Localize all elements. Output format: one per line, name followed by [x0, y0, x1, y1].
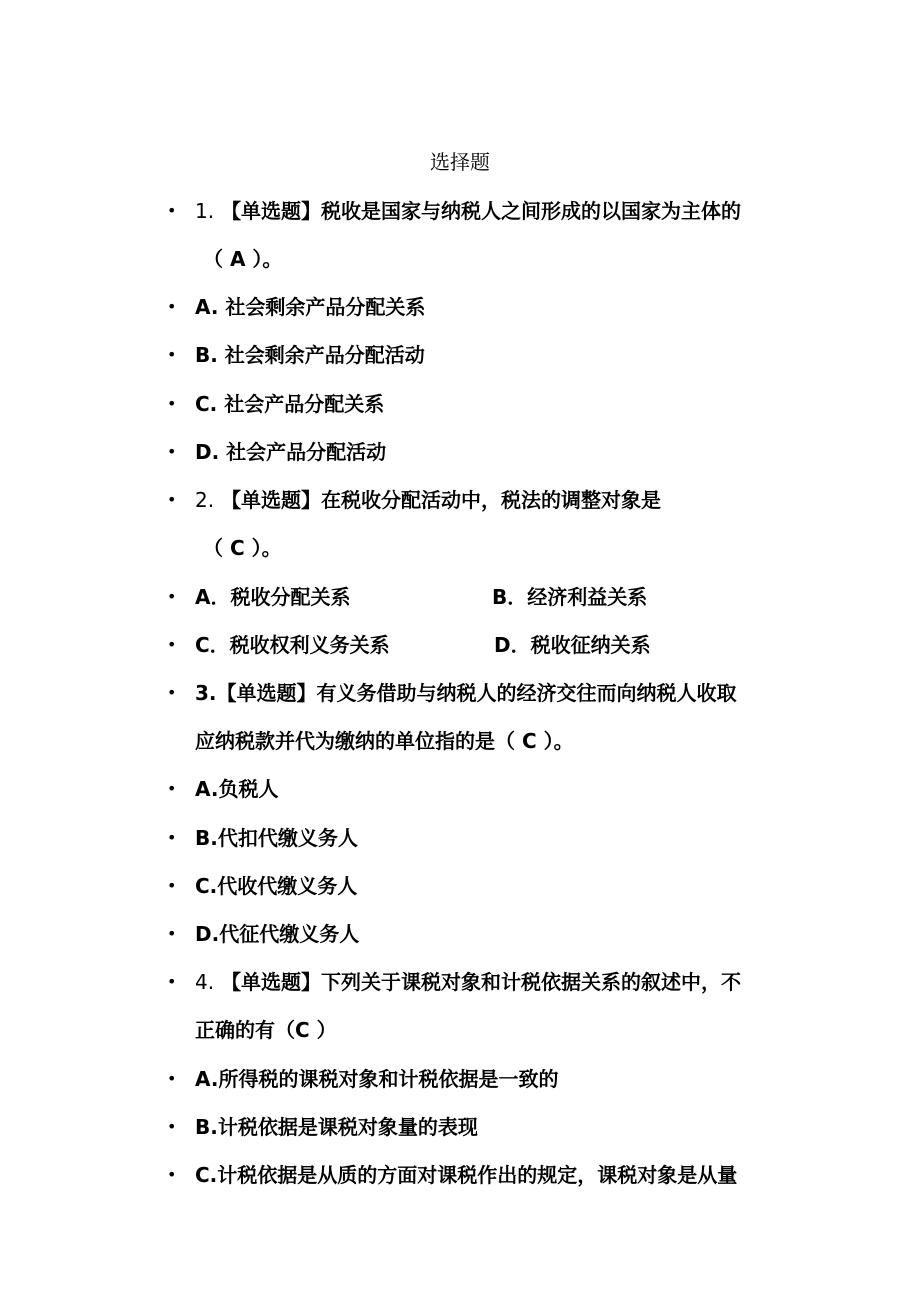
document-title: 选择题	[430, 150, 490, 174]
option: • A.所得税的课税对象和计税依据是一致的	[195, 1064, 558, 1094]
option: • C.代收代缴义务人	[195, 871, 357, 901]
bullet: •	[167, 1117, 177, 1136]
option: • C. 社会产品分配关系	[195, 389, 384, 419]
option: • C.计税依据是从质的方面对课税作出的规定，课税对象是从量	[195, 1160, 737, 1190]
option: • B. 社会剩余产品分配活动	[195, 340, 425, 370]
question-3: • 3.【单选题】有义务借助与纳税人的经济交往而向纳税人收取	[195, 678, 737, 708]
option: • B.计税依据是课税对象量的表现	[195, 1112, 478, 1142]
bullet: •	[167, 345, 177, 364]
question-4: • 4. 【单选题】下列关于课税对象和计税依据关系的叙述中，不	[195, 967, 741, 997]
option-row: • A．税收分配关系 B．经济利益关系	[195, 582, 350, 612]
bullet: •	[167, 297, 177, 316]
bullet: •	[167, 924, 177, 943]
bullet: •	[167, 1165, 177, 1184]
bullet: •	[167, 201, 177, 220]
bullet: •	[167, 876, 177, 895]
option-row: • C．税收权利义务关系 D．税收征纳关系	[195, 630, 390, 660]
bullet: •	[167, 779, 177, 798]
bullet: •	[167, 587, 177, 606]
option: • B.代扣代缴义务人	[195, 823, 358, 853]
option: • D.代征代缴义务人	[195, 919, 359, 949]
question-1: • 1. 【单选题】税收是国家与纳税人之间形成的以国家为主体的	[195, 196, 741, 226]
bullet: •	[167, 394, 177, 413]
bullet: •	[167, 490, 177, 509]
question-4-continued: 正确的有（C ）	[195, 1018, 337, 1042]
bullet: •	[167, 828, 177, 847]
option: • A. 社会剩余产品分配关系	[195, 292, 425, 322]
bullet: •	[167, 972, 177, 991]
bullet: •	[167, 683, 177, 702]
bullet: •	[167, 442, 177, 461]
option: • D. 社会产品分配活动	[195, 437, 386, 467]
bullet: •	[167, 1069, 177, 1088]
question-2-answer: （ C ）。	[203, 536, 282, 560]
question-2: • 2. 【单选题】在税收分配活动中，税法的调整对象是	[195, 485, 661, 515]
question-1-answer: （ A ）。	[203, 247, 283, 271]
option: • A.负税人	[195, 774, 278, 804]
question-3-continued: 应纳税款并代为缴纳的单位指的是（ C ）。	[195, 729, 574, 753]
bullet: •	[167, 635, 177, 654]
